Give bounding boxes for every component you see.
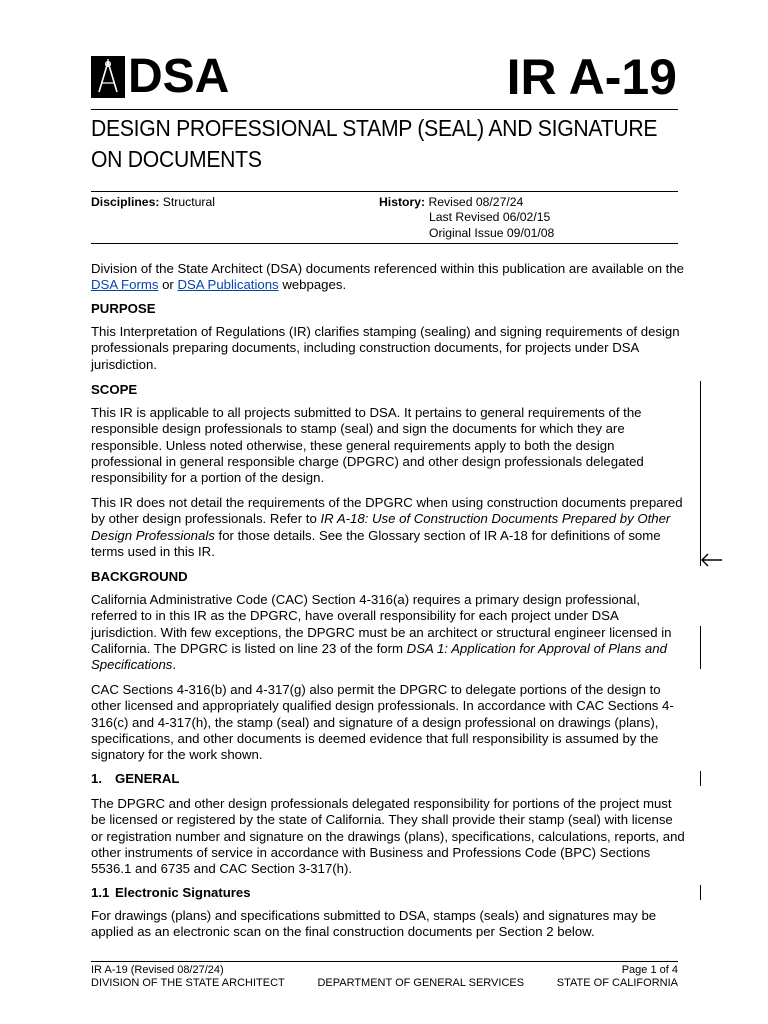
footer [91, 964, 678, 990]
esig-paragraph: For drawings (plans) and specifications submitted to DSA, stamps (seals) and signatures may be applied as an electronic scan on the final construction documents per Section 2 below. [91, 908, 657, 940]
history-revised: Revised 08/27/24 [428, 195, 524, 209]
history-label: History: [379, 195, 426, 209]
dsa-logo [91, 50, 230, 103]
logo-text: DSA [128, 50, 230, 103]
revision-bar-esig [700, 885, 701, 900]
ir-a18-reference: IR A-18: Use of Construction Documents Prepared by Other Design Professionals [91, 511, 671, 543]
scope-paragraph-1: This IR is applicable to all projects submitted to DSA. It pertains to general requirements of the responsible design professionals to stamp (seal) and sign the documents for which they are responsible. Unless noted otherwise, these general requirements apply to both the design professional in general responsible charge (DPGRC) and other design professionals delegated responsibility for a portion of the design. [91, 405, 644, 486]
scope-p2-text-end: for those details. See the Glossary section of IR A-18 for definitions of some terms used in this IR. [91, 527, 661, 559]
background-p1-text: California Administrative Code (CAC) Section 4-316(a) requires a primary design professional, referred to in this IR as the DPGRC, have overall responsibility for each project under DSA jurisdiction. With few exceptions, the DPGRC must be an architect or structural engineer licensed in California. The DPGRC is listed on line 23 of the form [91, 592, 672, 656]
history-last-revised: Last Revised 06/02/15 [429, 210, 551, 224]
esig-title: Electronic Signatures [115, 885, 251, 900]
footer-department: DEPARTMENT OF GENERAL SERVICES [317, 977, 525, 989]
background-paragraph-2: CAC Sections 4-316(b) and 4-317(g) also permit the DPGRC to delegate portions of the design to other licensed and appropriately qualified design professionals. In accordance with CAC Sections 4-316(c) and 4-317(h), the stamp (seal) and signature of a design professional on drawings (plans), specifications, and other documents is deemed evidence that full responsibility is assumed by the signatory for the work shown. [91, 682, 674, 763]
background-p1-end: . [172, 657, 177, 673]
intro-paragraph [91, 261, 686, 294]
general-heading [91, 771, 179, 787]
purpose-paragraph: This Interpretation of Regulations (IR) clarifies stamping (sealing) and signing requirements of design professionals preparing documents, including construction documents, for projects under DSA jurisdiction. [91, 324, 680, 372]
revision-arrow-icon [700, 550, 724, 570]
purpose-heading: PURPOSE [91, 301, 156, 316]
scope-paragraph-2 [91, 495, 686, 560]
esig-number: 1.1 [91, 885, 110, 900]
footer-doc-revision: IR A-19 (Revised 08/27/24) [91, 964, 224, 976]
background-heading: BACKGROUND [91, 569, 188, 584]
dsa-publications-link[interactable]: DSA Publications [177, 277, 279, 293]
general-paragraph: The DPGRC and other design professionals delegated responsibility for portions of the project must be licensed or registered by the state of California. They shall provide their stamp (seal) with license or registration number and signature on the drawings (plans), specifications, calculations, reports, and other instruments of service in accordance with Business and Professions Code (BPC) Sections 5536.1 and 6735 and CAC Section 3-317(h). [91, 796, 685, 877]
scope-p2-text: This IR does not detail the requirements of the DPGRC when using construction documents prepared by other design professionals. Refer to [91, 495, 683, 527]
footer-rule [91, 961, 678, 962]
disciplines-label: Disciplines: [91, 195, 160, 209]
dsa-forms-link[interactable]: DSA Forms [91, 277, 159, 293]
revision-bar-background [700, 626, 701, 669]
history [379, 195, 523, 211]
document-number: IR A-19 [506, 49, 677, 105]
document-title [91, 113, 676, 175]
title-line-1: DESIGN PROFESSIONAL STAMP (SEAL) AND SIGNATURE [91, 115, 658, 141]
background-paragraph-1 [91, 592, 686, 673]
intro-text: Division of the State Architect (DSA) documents referenced within this publication are available on the [91, 261, 685, 276]
disciplines [91, 195, 215, 211]
general-number: 1. [91, 771, 102, 786]
footer-division: DIVISION OF THE STATE ARCHITECT [91, 977, 285, 989]
meta-bottom-rule [91, 243, 678, 244]
meta-top-rule [91, 191, 678, 192]
footer-page-number: Page 1 of 4 [621, 964, 678, 976]
scope-heading: SCOPE [91, 382, 138, 397]
history-original-issue: Original Issue 09/01/08 [429, 225, 555, 240]
dsa1-form-reference: DSA 1: Application for Approval of Plans and Specifications [91, 640, 667, 673]
revision-bar-scope [700, 381, 701, 566]
footer-state: STATE OF CALIFORNIA [556, 977, 678, 989]
revision-bar-general [700, 771, 701, 786]
esig-heading [91, 885, 251, 901]
header-rule [91, 109, 678, 110]
intro-text-or: or [158, 277, 178, 293]
general-title: GENERAL [115, 771, 180, 786]
disciplines-value: Structural [162, 195, 215, 209]
title-line-2: ON DOCUMENTS [91, 146, 262, 172]
history-lines [429, 210, 554, 241]
compass-icon [91, 56, 125, 98]
intro-text-end: webpages. [278, 277, 347, 293]
